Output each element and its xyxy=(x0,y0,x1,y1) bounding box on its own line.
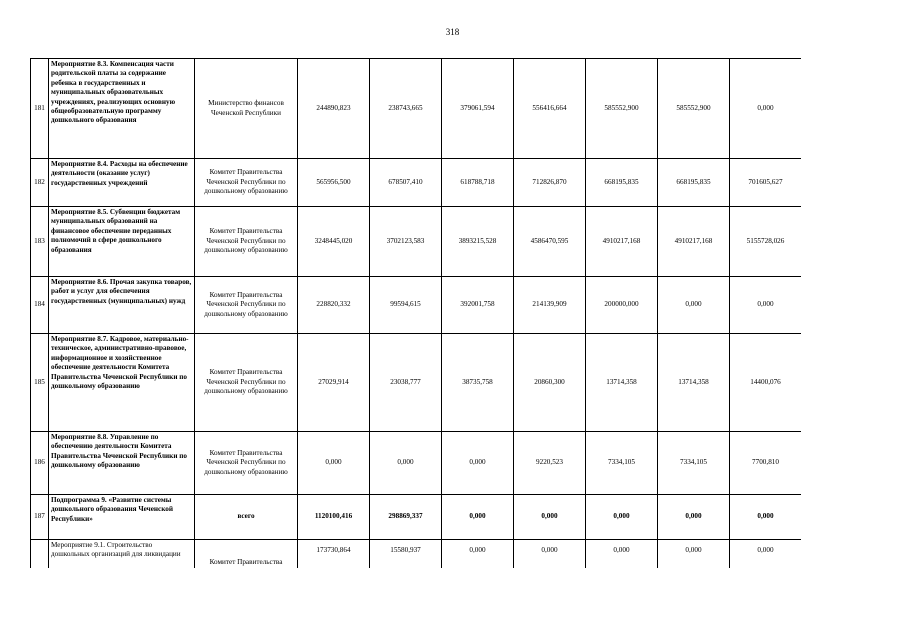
row-number: 187 xyxy=(31,495,49,540)
value-cell: 585552,900 xyxy=(658,59,730,159)
measure-name: Мероприятие 8.5. Субвенции бюджетам муниципальных образований на финансовое обеспечение переданных полномочий в сфере дошкольного образования xyxy=(49,207,195,277)
value-cell: 13714,358 xyxy=(586,334,658,432)
row-number: 181 xyxy=(31,59,49,159)
measure-name: Мероприятие 8.7. Кадровое, материально-техническое, административно-правовое, информационное и хозяйственное обеспечение деятельности Комитета Правительства Чеченской Республики по дошкольному образованию xyxy=(49,334,195,432)
table-row xyxy=(31,159,802,207)
value-cell: 9220,523 xyxy=(514,432,586,495)
row-number: 182 xyxy=(31,159,49,207)
value-cell: 4910217,168 xyxy=(586,207,658,277)
value-cell: 99594,615 xyxy=(370,277,442,334)
table-row xyxy=(31,540,802,569)
value-cell: 238743,665 xyxy=(370,59,442,159)
value-cell: 0,000 xyxy=(586,495,658,540)
value-cell: 0,000 xyxy=(514,540,586,569)
value-cell: 0,000 xyxy=(730,540,802,569)
value-cell: 0,000 xyxy=(442,432,514,495)
executor: Комитет Правительства Чеченской Республики по дошкольному образованию xyxy=(195,334,298,432)
value-cell: 214139,909 xyxy=(514,277,586,334)
value-cell: 618788,718 xyxy=(442,159,514,207)
value-cell: 0,000 xyxy=(658,540,730,569)
row-number: 186 xyxy=(31,432,49,495)
row-number: 184 xyxy=(31,277,49,334)
value-cell: 0,000 xyxy=(442,540,514,569)
value-cell: 7334,105 xyxy=(586,432,658,495)
value-cell: 0,000 xyxy=(730,59,802,159)
value-cell: 0,000 xyxy=(298,432,370,495)
value-cell: 3248445,020 xyxy=(298,207,370,277)
value-cell: 712826,870 xyxy=(514,159,586,207)
table-row xyxy=(31,207,802,277)
row-number xyxy=(31,540,49,569)
value-cell: 1120100,416 xyxy=(298,495,370,540)
table-row xyxy=(31,432,802,495)
value-cell: 0,000 xyxy=(514,495,586,540)
value-cell: 15580,937 xyxy=(370,540,442,569)
value-cell: 173730,864 xyxy=(298,540,370,569)
measure-name: Мероприятие 8.3. Компенсация части родительской платы за содержание ребенка в государственных и муниципальных образовательных учреждениях, реализующих основную общеобразовательную программу дошкольного образования xyxy=(49,59,195,159)
budget-table-wrapper xyxy=(30,58,801,568)
value-cell: 565956,500 xyxy=(298,159,370,207)
row-number: 183 xyxy=(31,207,49,277)
subprogram-name: Подпрограмма 9. «Развитие системы дошкольного образования Чеченской Республики» xyxy=(49,495,195,540)
value-cell: 0,000 xyxy=(586,540,658,569)
value-cell: 556416,664 xyxy=(514,59,586,159)
value-cell: 678507,410 xyxy=(370,159,442,207)
executor: Комитет Правительства Чеченской Республики по дошкольному образованию xyxy=(195,277,298,334)
value-cell: 0,000 xyxy=(658,495,730,540)
executor: Комитет Правительства Чеченской Республики по дошкольному образованию xyxy=(195,432,298,495)
value-cell: 3893215,528 xyxy=(442,207,514,277)
value-cell: 701605,627 xyxy=(730,159,802,207)
table-row xyxy=(31,334,802,432)
value-cell: 0,000 xyxy=(370,432,442,495)
value-cell: 23038,777 xyxy=(370,334,442,432)
table-row xyxy=(31,277,802,334)
value-cell: 0,000 xyxy=(730,495,802,540)
executor: Комитет Правительства xyxy=(195,540,298,569)
value-cell: 4910217,168 xyxy=(658,207,730,277)
measure-name: Мероприятие 8.4. Расходы на обеспечение деятельности (оказание услуг) государственных учреждений xyxy=(49,159,195,207)
value-cell: 38735,758 xyxy=(442,334,514,432)
value-cell: 244890,823 xyxy=(298,59,370,159)
value-cell: 200000,000 xyxy=(586,277,658,334)
value-cell: 7700,810 xyxy=(730,432,802,495)
value-cell: 0,000 xyxy=(730,277,802,334)
value-cell: 379061,594 xyxy=(442,59,514,159)
row-number: 185 xyxy=(31,334,49,432)
executor: Комитет Правительства Чеченской Республики по дошкольному образованию xyxy=(195,207,298,277)
value-cell: 298869,337 xyxy=(370,495,442,540)
budget-table xyxy=(30,58,801,568)
executor: Комитет Правительства Чеченской Республики по дошкольному образованию xyxy=(195,159,298,207)
value-cell: 7334,105 xyxy=(658,432,730,495)
value-cell: 0,000 xyxy=(442,495,514,540)
measure-name: Мероприятие 9.1. Строительство дошкольных организаций для ликвидации xyxy=(49,540,195,569)
value-cell: 585552,900 xyxy=(586,59,658,159)
executor: всего xyxy=(195,495,298,540)
executor: Министерство финансов Чеченской Республики xyxy=(195,59,298,159)
value-cell: 668195,835 xyxy=(586,159,658,207)
measure-name: Мероприятие 8.6. Прочая закупка товаров, работ и услуг для обеспечения государственных (муниципальных) нужд xyxy=(49,277,195,334)
value-cell: 20860,300 xyxy=(514,334,586,432)
value-cell: 668195,835 xyxy=(658,159,730,207)
table-row xyxy=(31,495,802,540)
value-cell: 3702123,583 xyxy=(370,207,442,277)
value-cell: 392001,758 xyxy=(442,277,514,334)
value-cell: 0,000 xyxy=(658,277,730,334)
table-row xyxy=(31,59,802,159)
measure-name: Мероприятие 8.8. Управление по обеспечению деятельности Комитета Правительства Чеченской Республики по дошкольному образованию xyxy=(49,432,195,495)
value-cell: 4586470,595 xyxy=(514,207,586,277)
value-cell: 13714,358 xyxy=(658,334,730,432)
value-cell: 5155728,026 xyxy=(730,207,802,277)
page-number: 318 xyxy=(445,27,460,37)
value-cell: 14400,076 xyxy=(730,334,802,432)
value-cell: 27029,914 xyxy=(298,334,370,432)
value-cell: 228820,332 xyxy=(298,277,370,334)
